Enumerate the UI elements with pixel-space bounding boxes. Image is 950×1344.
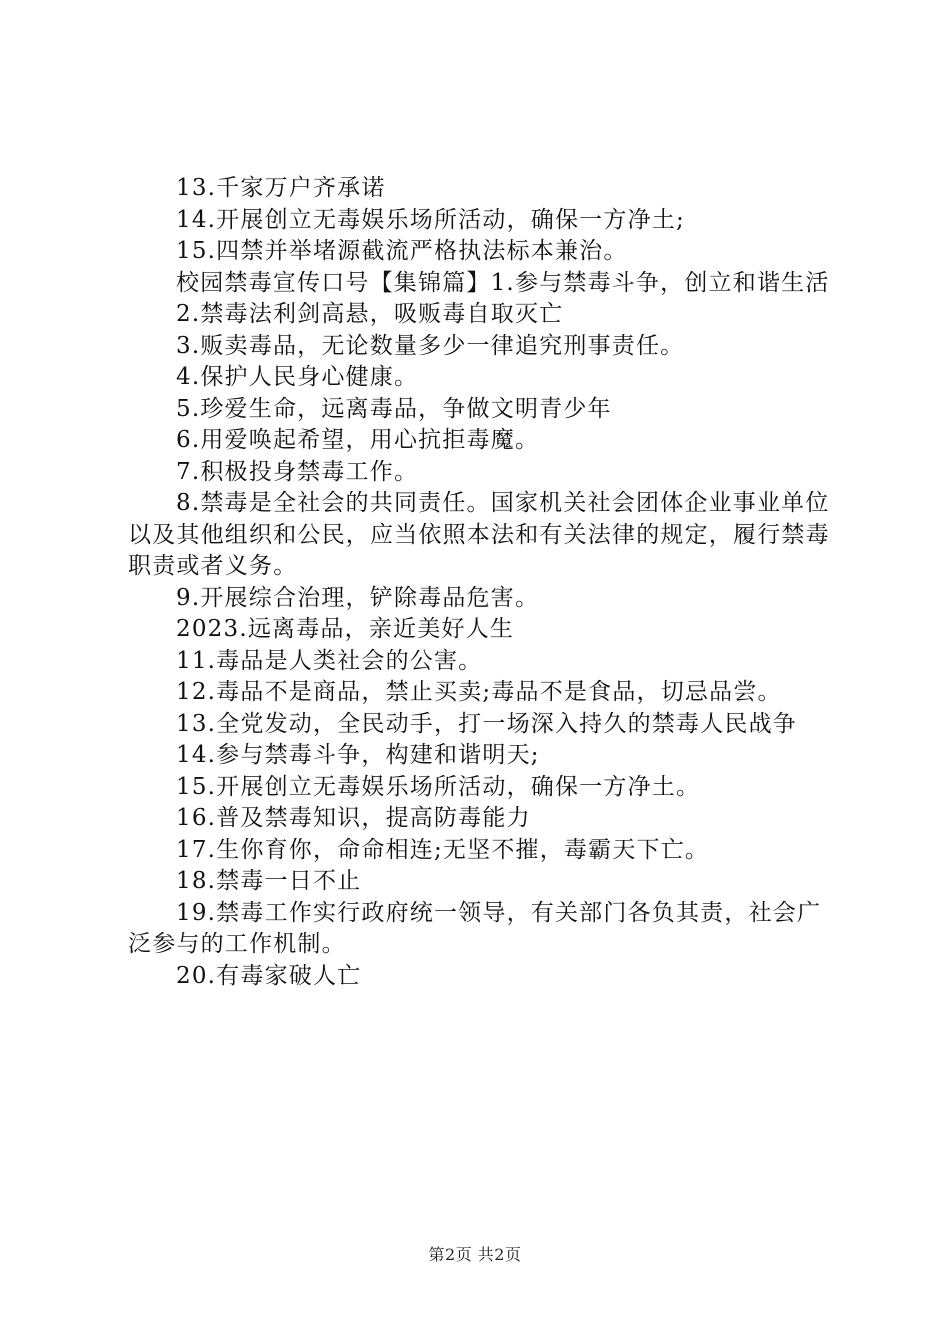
paragraph: 11.毒品是人类社会的公害。 bbox=[176, 647, 483, 674]
paragraph: 校园禁毒宣传口号【集锦篇】1.参与禁毒斗争，创立和谐生活 bbox=[176, 269, 830, 296]
paragraph: 5.珍爱生命，远离毒品，争做文明青少年 bbox=[176, 395, 612, 422]
paragraph: 14.参与禁毒斗争，构建和谐明天; bbox=[176, 742, 540, 768]
paragraph: 6.用爱唤起希望，用心抗拒毒魔。 bbox=[176, 427, 540, 453]
paragraph: 15.四禁并举堵源截流严格执法标本兼治。 bbox=[176, 238, 628, 264]
paragraph: 17.生你育你，命命相连;无坚不摧，毒霸天下亡。 bbox=[176, 836, 710, 863]
paragraph: 2023.远离毒品，亲近美好人生 bbox=[176, 616, 515, 642]
document-body bbox=[128, 173, 832, 992]
paragraph: 20.有毒家破人亡 bbox=[176, 962, 362, 989]
paragraph: 15.开展创立无毒娱乐场所活动，确保一方净土。 bbox=[176, 773, 701, 800]
paragraph: 3.贩卖毒品，无论数量多少一律追究刑事责任。 bbox=[176, 332, 685, 359]
paragraph: 4.保护人民身心健康。 bbox=[176, 364, 419, 390]
paragraph: 19.禁毒工作实行政府统一领导，有关部门各负其责，社会广泛参与的工作机制。 bbox=[128, 899, 822, 957]
paragraph: 16.普及禁毒知识，提高防毒能力 bbox=[176, 805, 531, 831]
paragraph: 9.开展综合治理，铲除毒品危害。 bbox=[176, 584, 540, 611]
paragraph: 8.禁毒是全社会的共同责任。国家机关社会团体企业事业单位以及其他组织和公民，应当依照本法和有关法律的规定，履行禁毒职责或者义务。 bbox=[128, 490, 830, 579]
paragraph: 13.全党发动，全民动手，打一场深入持久的禁毒人民战争 bbox=[176, 710, 797, 737]
paragraph: 13.千家万户齐承诺 bbox=[176, 175, 386, 201]
paragraph: 18.禁毒一日不止 bbox=[176, 868, 362, 894]
paragraph: 7.积极投身禁毒工作。 bbox=[176, 458, 419, 485]
paragraph: 12.毒品不是商品，禁止买卖;毒品不是食品，切忌品尝。 bbox=[176, 679, 782, 705]
paragraph: 14.开展创立无毒娱乐场所活动，确保一方净土; bbox=[176, 206, 685, 233]
paragraph: 2.禁毒法利剑高悬，吸贩毒自取灭亡 bbox=[176, 301, 564, 327]
page-number-footer: 第2页 共2页 bbox=[428, 1245, 522, 1264]
